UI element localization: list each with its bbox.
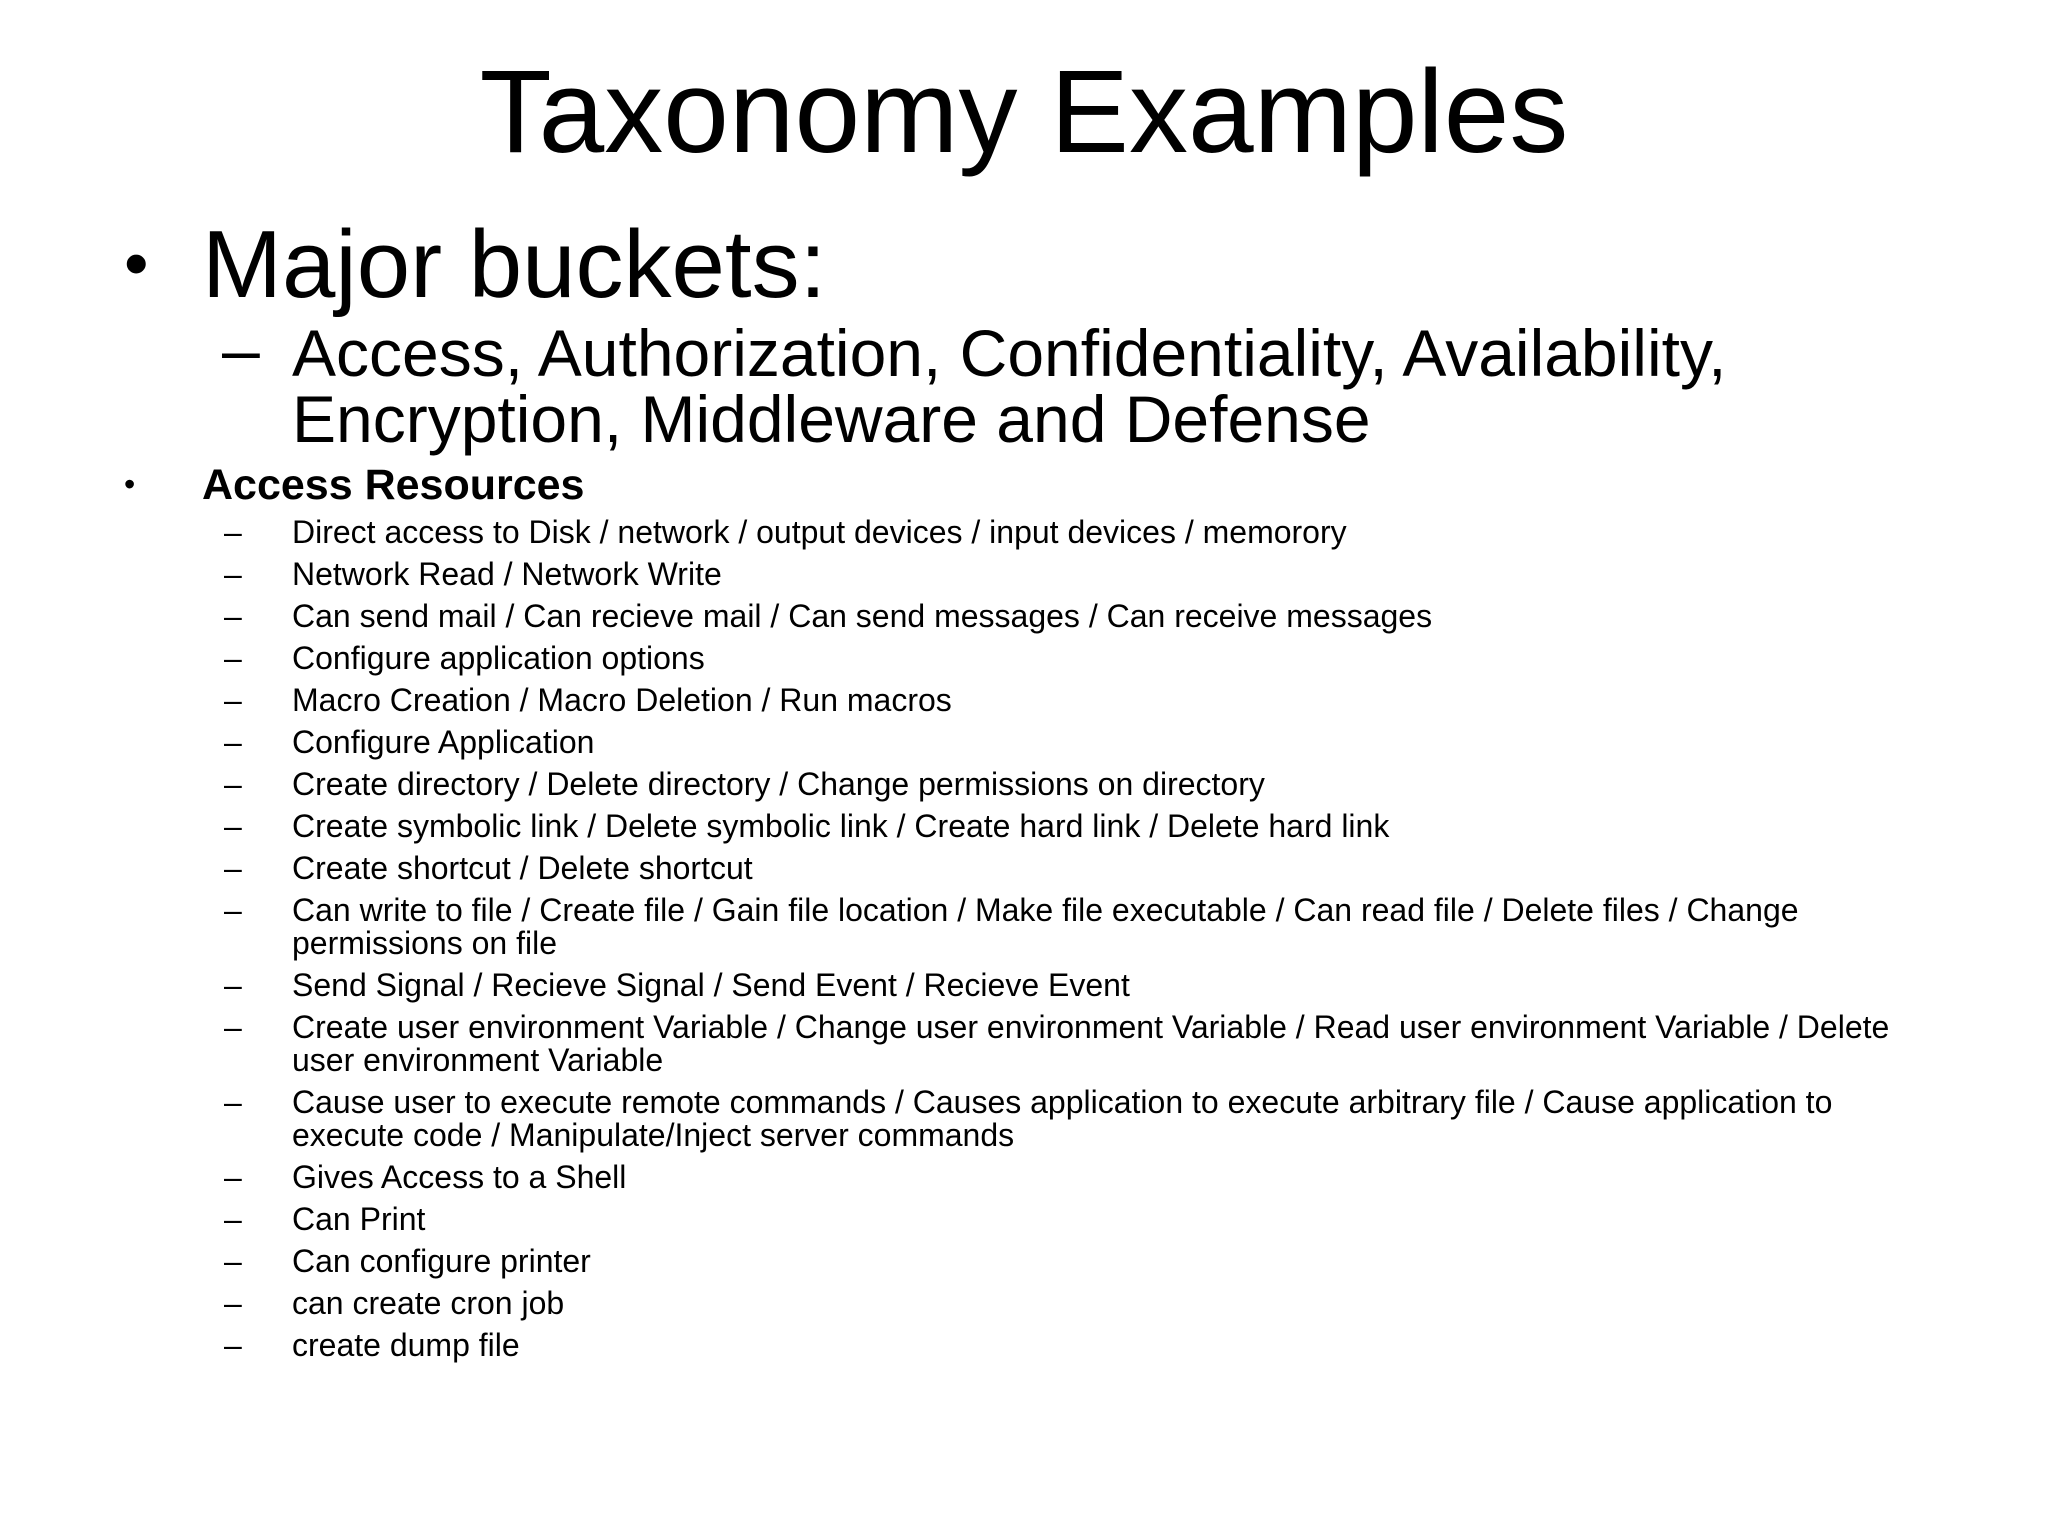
dash-icon: – bbox=[224, 556, 242, 592]
list-item-text: Create symbolic link / Delete symbolic link / Create hard link / Delete hard link bbox=[292, 808, 1390, 844]
list-item-text: Create shortcut / Delete shortcut bbox=[292, 850, 753, 886]
list-item-text: create dump file bbox=[292, 1327, 520, 1363]
dash-icon: – bbox=[224, 1243, 242, 1279]
list-item-text: Create directory / Delete directory / Change permissions on directory bbox=[292, 766, 1265, 802]
dash-icon: – bbox=[224, 1084, 242, 1120]
list-item-text: Network Read / Network Write bbox=[292, 556, 722, 592]
dash-icon: – bbox=[222, 312, 260, 388]
list-item-text: Can configure printer bbox=[292, 1243, 591, 1279]
dash-icon: – bbox=[224, 892, 242, 928]
list-item-text: Configure Application bbox=[292, 724, 595, 760]
list-item-text: Can write to file / Create file / Gain file location / Make file executable / Can read file / Delete files / Change permissions on file bbox=[292, 892, 1799, 961]
dash-icon: – bbox=[224, 598, 242, 634]
list-item-text: Can send mail / Can recieve mail / Can send messages / Can receive messages bbox=[292, 598, 1433, 634]
dash-icon: – bbox=[224, 514, 242, 550]
major-buckets-heading: Major buckets: bbox=[202, 211, 827, 318]
list-item-text: Gives Access to a Shell bbox=[292, 1159, 627, 1195]
dash-icon: – bbox=[224, 640, 242, 676]
list-item-text: Create user environment Variable / Change user environment Variable / Read user environment Variable / Delete user environment Variable bbox=[292, 1009, 1890, 1078]
list-item-text: Can Print bbox=[292, 1201, 426, 1237]
dash-icon: – bbox=[224, 1159, 242, 1195]
list-item-text: can create cron job bbox=[292, 1285, 565, 1321]
dash-icon: – bbox=[224, 967, 242, 1003]
dash-icon: – bbox=[224, 1009, 242, 1045]
dash-icon: – bbox=[224, 808, 242, 844]
dash-icon: – bbox=[224, 1285, 242, 1321]
dash-icon: – bbox=[224, 1327, 242, 1363]
list-item-text: Macro Creation / Macro Deletion / Run macros bbox=[292, 682, 952, 718]
dash-icon: – bbox=[224, 724, 242, 760]
dash-icon: – bbox=[224, 766, 242, 802]
list-item-text: Direct access to Disk / network / output devices / input devices / memorory bbox=[292, 514, 1347, 550]
bullet-icon: • bbox=[124, 466, 136, 502]
slide-title: Taxonomy Examples bbox=[479, 46, 1569, 178]
major-buckets-sub-line-1: Access, Authorization, Confidentiality, Availability, bbox=[292, 316, 1727, 390]
bullet-icon: • bbox=[124, 224, 149, 302]
list-item-text: Configure application options bbox=[292, 640, 705, 676]
dash-icon: – bbox=[224, 1201, 242, 1237]
dash-icon: – bbox=[224, 682, 242, 718]
access-resources-heading: Access Resources bbox=[202, 461, 585, 509]
major-buckets-sub-line-2: Encryption, Middleware and Defense bbox=[292, 382, 1371, 456]
list-item-text: Cause user to execute remote commands / Causes application to execute arbitrary file / Cause application to execute code / Manipulate/Inject server commands bbox=[292, 1084, 1833, 1153]
dash-icon: – bbox=[224, 850, 242, 886]
list-item-text: Send Signal / Recieve Signal / Send Event / Recieve Event bbox=[292, 967, 1130, 1003]
